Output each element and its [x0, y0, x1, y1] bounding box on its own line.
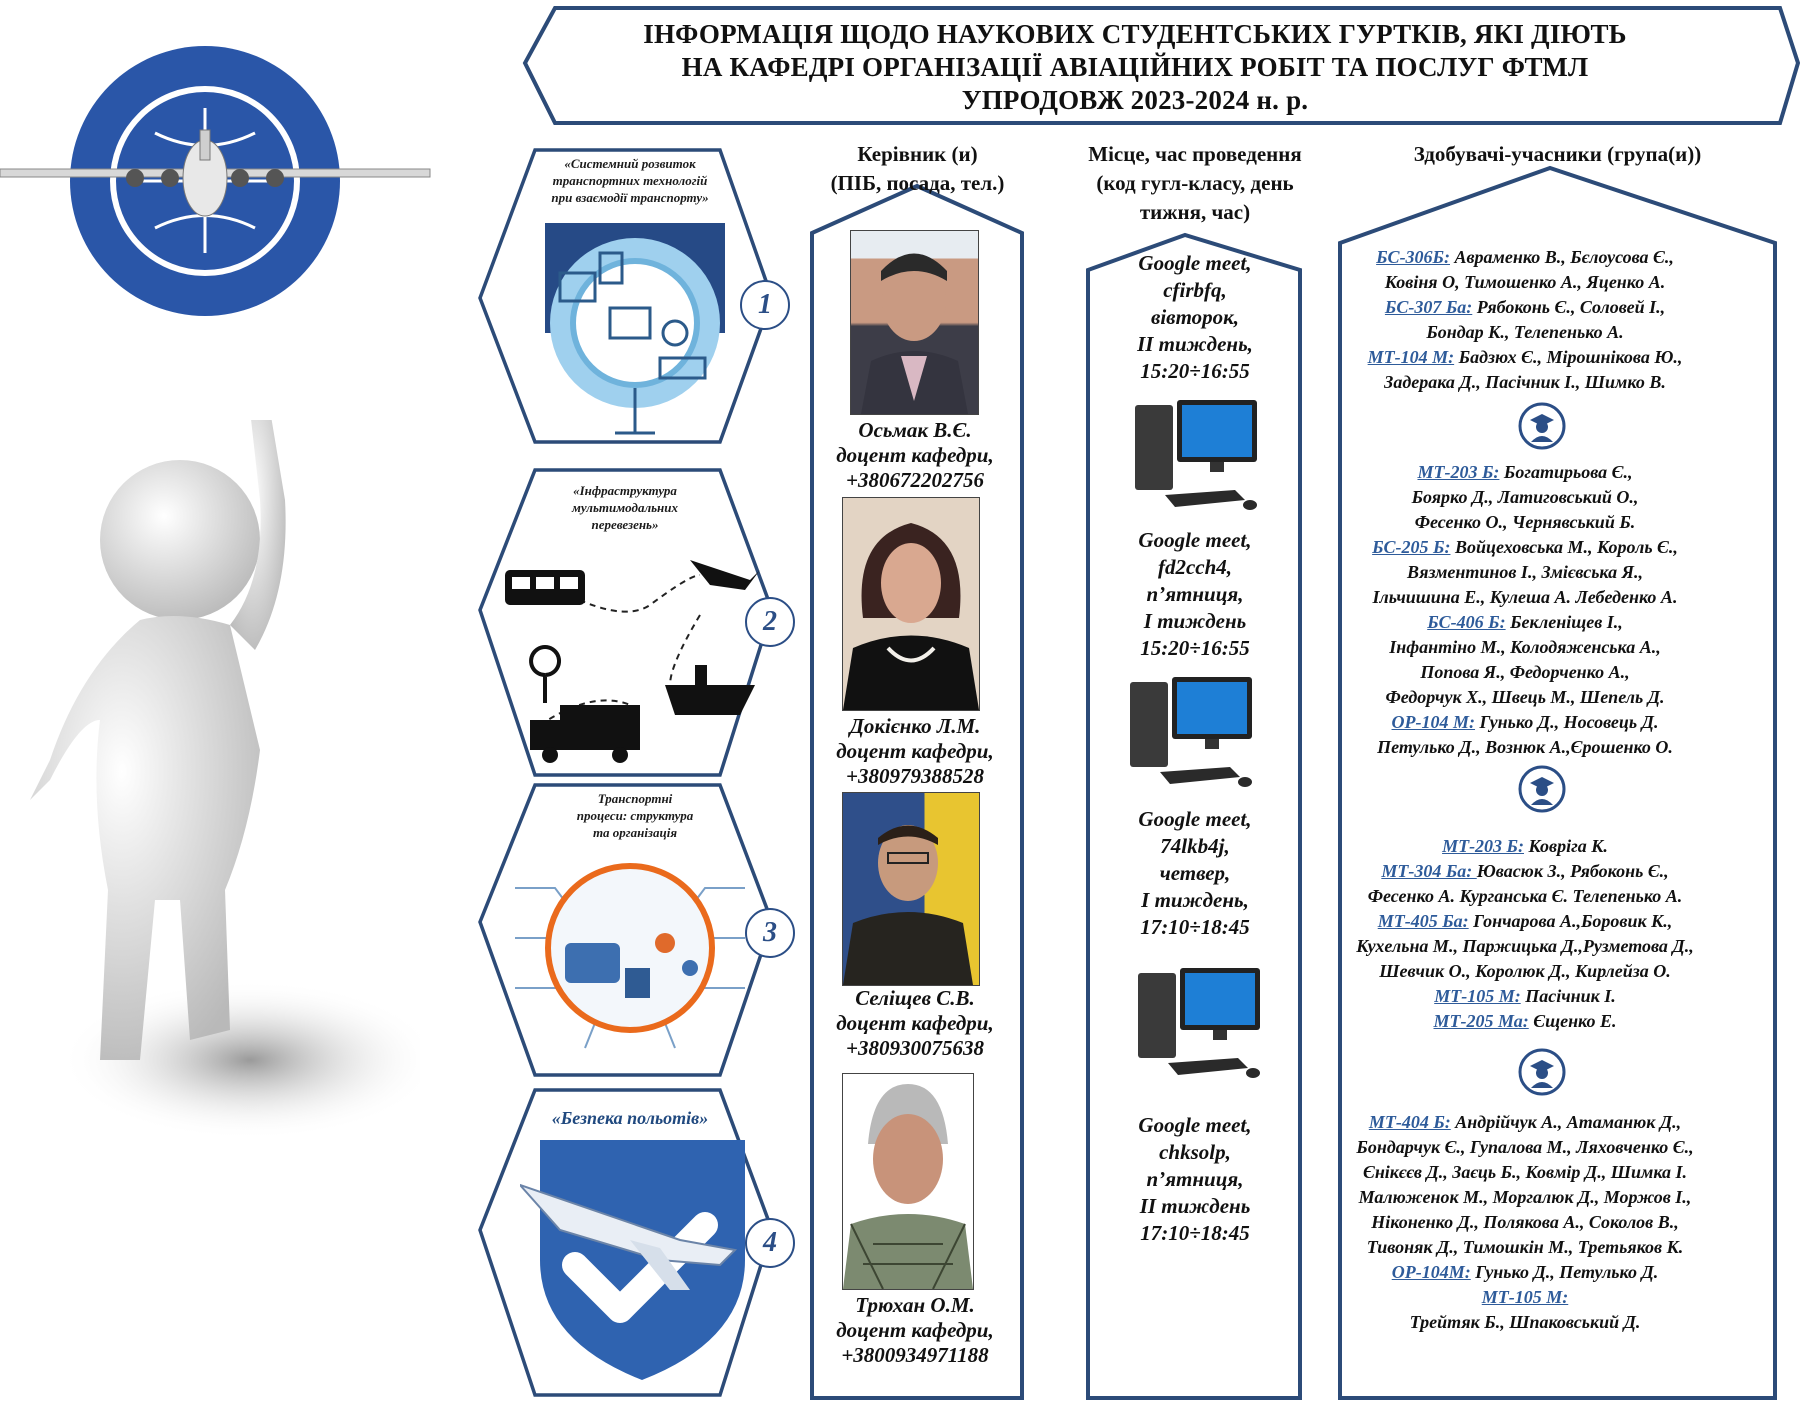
student-names: Бекленіщев І.,	[1505, 612, 1623, 632]
leader-2-photo	[842, 497, 980, 711]
circle-1-title-line-2: транспортних технологій	[552, 173, 708, 188]
circle-3-title-line-2: процеси: структура	[576, 808, 694, 823]
circle-4-number-badge: 4	[745, 1218, 795, 1268]
circle-1-number-badge: 1	[740, 280, 790, 330]
leader-1-position: доцент кафедри,	[836, 443, 994, 467]
meeting-2	[1095, 527, 1295, 662]
meeting-3-week: І тиждень,	[1141, 888, 1249, 912]
students-column-header: Здобувачі-учасники (група(и))	[1413, 142, 1702, 166]
student-line	[1325, 1235, 1725, 1260]
student-names: Гунько Д., Петулько Д.	[1470, 1262, 1659, 1282]
meeting-1-week: ІІ тиждень,	[1137, 332, 1253, 356]
student-line	[1325, 1160, 1725, 1185]
circle-1-title	[545, 155, 715, 206]
meeting-4-day: п’ятниця,	[1146, 1167, 1244, 1191]
circle-3-number-badge: 3	[745, 908, 795, 958]
group-code-label: МТ-304 Ба:	[1381, 861, 1477, 881]
student-names: Ювасюк З., Рябоконь Є.,	[1476, 861, 1669, 881]
place-header-line-1: Місце, час проведення	[1088, 142, 1302, 166]
meeting-1-platform: Google meet,	[1138, 251, 1252, 275]
student-names: Єщенко Е.	[1528, 1011, 1617, 1031]
student-names: Андрійчук А., Атаманюк Д.,	[1450, 1112, 1682, 1132]
student-line	[1325, 1110, 1725, 1135]
student-line	[1325, 1185, 1725, 1210]
student-names: Інфантіно М., Колодяженська А.,	[1389, 637, 1661, 657]
student-names: Авраменко В., Бєлоусова Є.,	[1450, 247, 1674, 267]
meeting-4-time: 17:10÷18:45	[1140, 1221, 1250, 1245]
leader-2-name: Докієнко Л.М.	[849, 714, 981, 738]
group-code-label: МТ-105 М:	[1434, 986, 1521, 1006]
place-header-line-3: тижня, час)	[1139, 200, 1251, 224]
meeting-3-time: 17:10÷18:45	[1140, 915, 1250, 939]
circle-2-multimodal-illustration	[500, 545, 770, 770]
place-header-line-2: (код гугл-класу, день	[1096, 171, 1294, 195]
meeting-1-class-code: cfirbfq,	[1163, 278, 1227, 302]
group-code-label: МТ-405 Ба:	[1377, 911, 1469, 931]
student-line	[1325, 1135, 1725, 1160]
student-line	[1325, 1210, 1725, 1235]
student-names: Ільчишина Е., Кулеша А. Лебеденко А.	[1372, 587, 1678, 607]
student-names: Малюженок М., Моргалюк Д., Моржов І.,	[1358, 1187, 1692, 1207]
student-names: Боярко Д., Латиговський О.,	[1411, 487, 1639, 507]
circle-4-flight-safety-illustration	[520, 1130, 765, 1385]
circle-1-illustration	[540, 218, 730, 438]
student-names: Ніконенко Д., Полякова А., Соколов В.,	[1371, 1212, 1679, 1232]
student-line	[1325, 370, 1725, 395]
meeting-2-day: п’ятниця,	[1146, 582, 1244, 606]
student-line	[1325, 660, 1725, 685]
leader-4	[805, 1293, 1025, 1368]
title-line-2: НА КАФЕДРІ ОРГАНІЗАЦІЇ АВІАЦІЙНИХ РОБІТ ТА ПОСЛУГ ФТМЛ	[681, 52, 1589, 82]
meeting-2-platform: Google meet,	[1138, 528, 1252, 552]
students-block-2	[1325, 460, 1725, 760]
student-names: Бадзюх Є., Мірошнікова Ю.,	[1454, 347, 1683, 367]
circle-3-title-line-1: Транспортні	[597, 791, 673, 806]
student-names: Бондарчук Є., Гупалова М., Ляховченко Є.,	[1356, 1137, 1694, 1157]
circle-2-title-line-1: «Інфраструктура	[573, 483, 677, 498]
computer-icon	[1130, 672, 1255, 792]
group-code-label: ОР-104 М:	[1391, 712, 1476, 732]
circle-2-title-line-3: перевезень»	[591, 517, 659, 532]
student-line	[1325, 510, 1725, 535]
student-line	[1325, 1285, 1725, 1310]
graduate-icon	[1518, 402, 1566, 450]
meeting-4	[1095, 1112, 1295, 1247]
meeting-4-class-code: chksolp,	[1159, 1140, 1231, 1164]
graduate-icon	[1518, 1048, 1566, 1096]
meeting-1-time: 15:20÷16:55	[1140, 359, 1250, 383]
leader-3-photo	[842, 792, 980, 986]
student-line	[1325, 270, 1725, 295]
student-names: Ковріга К.	[1524, 836, 1608, 856]
student-names: Войцеховська М., Король Є.,	[1450, 537, 1678, 557]
student-names: Петулько Д., Вознюк А.,Єрошенко О.	[1377, 737, 1673, 757]
group-code-label: МТ-203 Б:	[1417, 462, 1500, 482]
leader-3	[805, 986, 1025, 1061]
students-block-3	[1325, 834, 1725, 1034]
student-line	[1325, 710, 1725, 735]
student-names: Задерака Д., Пасічник І., Шимко В.	[1384, 372, 1666, 392]
group-code-label: МТ-404 Б:	[1368, 1112, 1451, 1132]
group-code-label: БС-406 Б:	[1427, 612, 1506, 632]
meeting-4-platform: Google meet,	[1138, 1113, 1252, 1137]
group-code-label: БС-306Б:	[1376, 247, 1450, 267]
circle-1-title-line-3: при взаємодії транспорту»	[551, 190, 709, 205]
students-block-1	[1325, 245, 1725, 395]
circle-1-title-line-1: «Системний розвиток	[564, 156, 696, 171]
circle-2-title-line-2: мультимодальних	[571, 500, 679, 515]
student-names: Пасічник І.	[1520, 986, 1616, 1006]
meeting-1-day: вівторок,	[1150, 305, 1240, 329]
group-code-label: МТ-203 Б:	[1442, 836, 1524, 856]
student-names: Трейтяк Б., Шпаковський Д.	[1409, 1312, 1641, 1332]
leader-3-position: доцент кафедри,	[836, 1011, 994, 1035]
place-column-header	[1050, 140, 1340, 227]
student-line	[1325, 345, 1725, 370]
student-line	[1325, 635, 1725, 660]
leader-2-position: доцент кафедри,	[836, 739, 994, 763]
computer-icon	[1138, 963, 1263, 1083]
student-names: Гончарова А.,Боровик К.,	[1468, 911, 1673, 931]
student-line	[1325, 884, 1725, 909]
meeting-3	[1095, 806, 1295, 941]
student-names: Федорчук Х., Швець М., Шепель Д.	[1385, 687, 1665, 707]
student-names: Єнікєєв Д., Заєць Б., Ковмір Д., Шимка І.	[1362, 1162, 1687, 1182]
meeting-3-class-code: 74lkb4j,	[1160, 834, 1230, 858]
leader-4-name: Трюхан О.М.	[855, 1293, 975, 1317]
student-line	[1325, 295, 1725, 320]
leader-4-photo	[842, 1073, 974, 1290]
student-names: Ковіня О, Тимошенко А., Яценко А.	[1384, 272, 1666, 292]
meeting-2-class-code: fd2cch4,	[1157, 555, 1233, 579]
student-line	[1325, 320, 1725, 345]
student-line	[1325, 610, 1725, 635]
leader-3-phone: +380930075638	[846, 1036, 984, 1060]
circle-2-title	[560, 482, 690, 533]
group-code-label: ОР-104М:	[1391, 1262, 1471, 1282]
meeting-3-day: четвер,	[1159, 861, 1231, 885]
computer-icon	[1135, 395, 1260, 515]
student-line	[1325, 1310, 1725, 1335]
leader-1-phone: +380672202756	[846, 468, 984, 492]
meeting-2-time: 15:20÷16:55	[1140, 636, 1250, 660]
leaders-header-line-2: (ПІБ, посада, тел.)	[830, 171, 1005, 195]
page-title	[560, 18, 1710, 117]
circle-4-title: «Безпека польотів»	[551, 1108, 709, 1128]
leader-3-name: Селіщев С.В.	[855, 986, 975, 1010]
student-line	[1325, 984, 1725, 1009]
student-line	[1325, 959, 1725, 984]
student-line	[1325, 560, 1725, 585]
leaders-header-line-1: Керівник (и)	[857, 142, 978, 166]
student-line	[1325, 1260, 1725, 1285]
student-names: Тивоняк Д., Тимошкін М., Третьяков К.	[1366, 1237, 1684, 1257]
student-names: Бондар К., Телепенько А.	[1426, 322, 1624, 342]
meeting-4-week: ІІ тиждень	[1139, 1194, 1251, 1218]
circle-3-transport-illustration	[515, 848, 745, 1058]
student-names: Вязментинов І., Змієвська Я.,	[1407, 562, 1643, 582]
leader-1-name: Осьмак В.Є.	[858, 418, 972, 442]
leaders-column-header	[805, 140, 1030, 198]
student-line	[1325, 460, 1725, 485]
leader-2-phone: +380979388528	[846, 764, 984, 788]
meeting-1	[1095, 250, 1295, 385]
leader-2	[805, 714, 1025, 789]
student-names: Богатирьова Є.,	[1499, 462, 1633, 482]
students-block-4	[1325, 1110, 1725, 1335]
student-line	[1325, 685, 1725, 710]
student-line	[1325, 485, 1725, 510]
student-line	[1325, 535, 1725, 560]
graduate-icon	[1518, 765, 1566, 813]
title-line-1: ІНФОРМАЦІЯ ЩОДО НАУКОВИХ СТУДЕНТСЬКИХ ГУРТКІВ, ЯКІ ДІЮТЬ	[643, 19, 1627, 49]
leader-1-photo	[850, 230, 979, 415]
student-names: Шевчик О., Королюк Д., Кирлейза О.	[1379, 961, 1671, 981]
student-line	[1325, 245, 1725, 270]
student-line	[1325, 934, 1725, 959]
group-code-label: МТ-104 М:	[1367, 347, 1455, 367]
student-line	[1325, 585, 1725, 610]
circle-2-number-badge: 2	[745, 597, 795, 647]
student-names: Фесенко А. Курганська Є. Телепенько А.	[1367, 886, 1683, 906]
meeting-3-platform: Google meet,	[1138, 807, 1252, 831]
department-logo	[0, 38, 440, 338]
student-names: Попова Я., Федорченко А.,	[1420, 662, 1630, 682]
thinking-figure-illustration	[20, 420, 420, 1160]
circle-3-title	[560, 790, 710, 841]
student-names: Рябоконь Є., Соловей І.,	[1472, 297, 1666, 317]
student-names: Фесенко О., Чернявський Б.	[1414, 512, 1636, 532]
student-line	[1325, 735, 1725, 760]
student-names: Гунько Д., Носовець Д.	[1475, 712, 1659, 732]
student-line	[1325, 834, 1725, 859]
title-line-3: УПРОДОВЖ 2023-2024 н. р.	[961, 85, 1309, 115]
leader-1	[805, 418, 1025, 493]
leader-4-position: доцент кафедри,	[836, 1318, 994, 1342]
student-line	[1325, 1009, 1725, 1034]
circle-3-title-line-3: та організація	[592, 825, 678, 840]
group-code-label: МТ-105 М:	[1481, 1287, 1569, 1307]
student-line	[1325, 859, 1725, 884]
group-code-label: МТ-205 Ма:	[1433, 1011, 1529, 1031]
student-names: Кухельна М., Паржицька Д.,Рузметова Д.,	[1356, 936, 1694, 956]
group-code-label: БС-307 Ба:	[1384, 297, 1473, 317]
student-line	[1325, 909, 1725, 934]
group-code-label: БС-205 Б:	[1372, 537, 1451, 557]
meeting-2-week: І тиждень	[1143, 609, 1247, 633]
leader-4-phone: +3800934971188	[841, 1343, 989, 1367]
